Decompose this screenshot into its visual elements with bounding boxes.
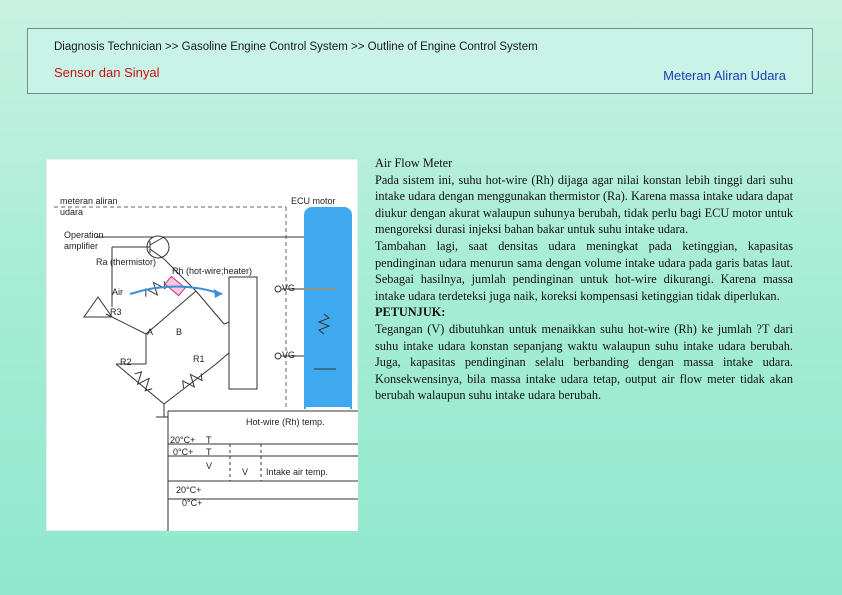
label-vg-top: VG xyxy=(282,283,296,293)
label-upper-t2: T xyxy=(206,447,212,457)
label-upper-20: 20°C+ xyxy=(170,435,196,445)
label-lower-0: 0°C+ xyxy=(182,498,203,508)
hint-heading: PETUNJUK: xyxy=(375,305,446,320)
label-r2: R2 xyxy=(120,357,132,367)
vg-terminal-bottom xyxy=(275,353,281,359)
circuit-diagram-svg xyxy=(46,159,358,531)
ecu-block xyxy=(304,207,352,417)
label-b: B xyxy=(176,327,183,337)
label-vg-bottom: VG xyxy=(282,350,296,360)
output-processor-block xyxy=(229,277,257,389)
label-r1: R1 xyxy=(193,354,205,364)
header-box xyxy=(27,28,813,94)
paragraph-1: Pada sistem ini, suhu hot-wire (Rh) dijaga agar nilai konstan lebih tinggi dari suhu intake udara dengan menggunakan thermistor (Ra). Karena massa intake udara dapat diukur dengan akurat walaupun suhunya berubah, tidak perlu bagi ECU motor untuk mengoreksi durasi injeksi bahan bakar untuk suhu intake udara. xyxy=(375,172,793,237)
section-title: Sensor dan Sinyal xyxy=(54,65,160,80)
label-op-amp-line2: amplifier xyxy=(64,241,99,251)
label-meter-line1: meteran aliran xyxy=(60,196,118,206)
breadcrumb[interactable]: Diagnosis Technician >> Gasoline Engine Control System >> Outline of Engine Control System xyxy=(54,41,538,53)
label-intake-temp: Intake air temp. xyxy=(266,467,329,477)
panel-heading: Air Flow Meter xyxy=(375,156,453,170)
label-hotwire-temp: Hot-wire (Rh) temp. xyxy=(246,417,325,427)
label-upper-0: 0°C+ xyxy=(173,447,194,457)
label-meter-line2: udara xyxy=(60,207,84,217)
hint-text: Tegangan (V) dibutuhkan untuk menaikkan suhu hot-wire (Rh) ke jumlah ?T dari suhu intake udara konstan sepanjang waktu walaupun suhu intake udara berubah. Juga, kapasitas pendinginan selalu berbanding dengan massa intake udara. Konsekwensinya, bila massa intake udara tetap, output air flow meter tidak akan berubah walaupun suhu intake udara berubah. xyxy=(375,321,793,403)
air-flow-meter-diagram xyxy=(46,159,358,531)
label-r3: R3 xyxy=(110,307,122,317)
label-lower-20: 20°C+ xyxy=(176,485,202,495)
label-op-amp-line1: Operation xyxy=(64,230,104,240)
label-rh: Rh (hot-wire;heater) xyxy=(172,266,253,276)
label-air: Air xyxy=(112,287,123,297)
label-v-axis: V xyxy=(206,461,213,471)
label-a: A xyxy=(147,327,154,337)
explanation-panel xyxy=(375,155,793,404)
page-title: Meteran Aliran Udara xyxy=(663,68,786,83)
label-ra: Ra (thermistor) xyxy=(96,257,157,267)
label-upper-t1: T xyxy=(206,435,212,445)
vg-terminal-top xyxy=(275,286,281,292)
paragraph-2: Tambahan lagi, saat densitas udara meningkat pada ketinggian, kapasitas pendinginan udara menurun sama dengan volume intake udara pada garis batas laut. Sebagai hasilnya, jumlah pendinginan untuk hot-wire dikurangi. Karena massa intake udara terdeteksi juga naik, koreksi kompensasi ketinggian tidak diperlukan. xyxy=(375,238,793,303)
label-v-mid: V xyxy=(242,467,249,477)
graph-area xyxy=(168,409,358,531)
label-ecu: ECU motor xyxy=(291,196,336,206)
